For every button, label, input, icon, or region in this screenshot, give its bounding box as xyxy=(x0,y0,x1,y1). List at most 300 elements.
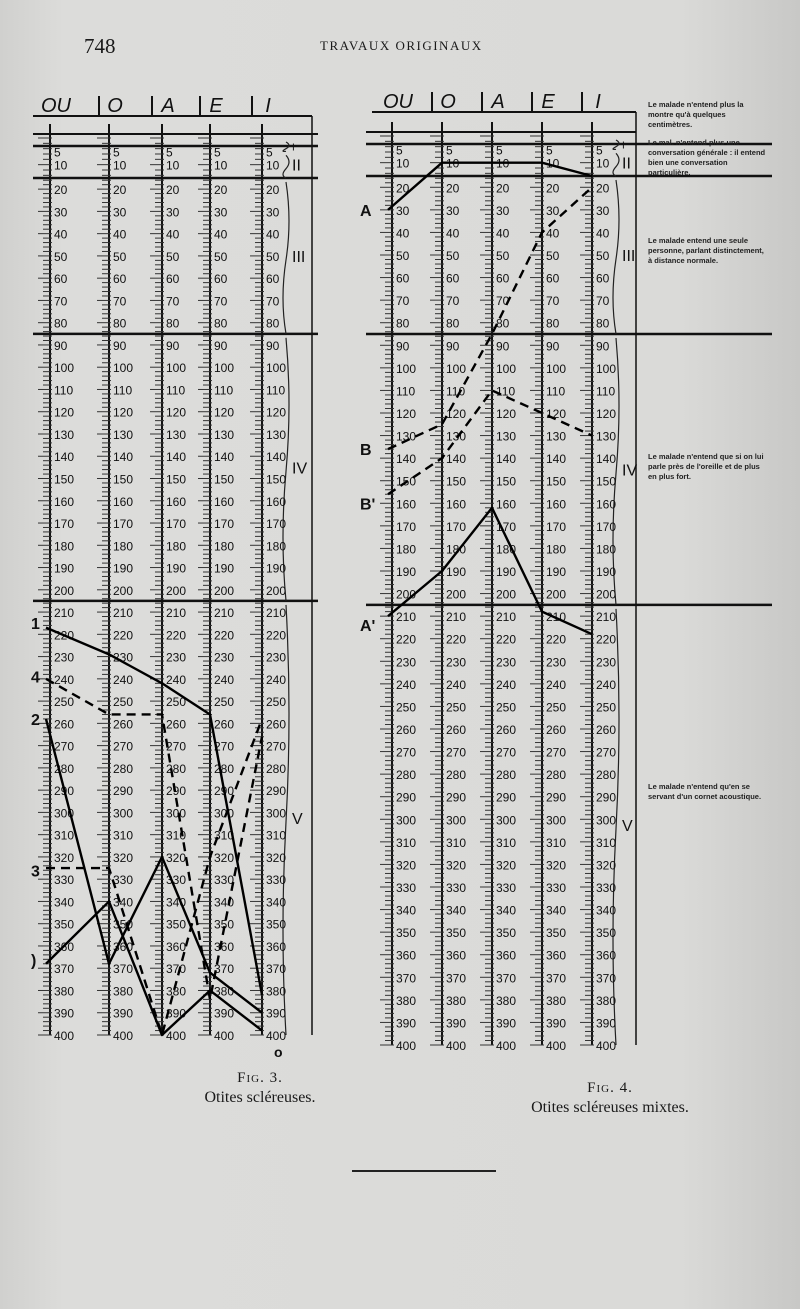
tick-label: 380 xyxy=(546,993,567,1008)
tick-label: 310 xyxy=(214,828,235,843)
tick-label: 200 xyxy=(266,583,287,598)
tick-label: 290 xyxy=(546,790,567,805)
tick-label: 360 xyxy=(54,939,75,954)
tick-label: 40 xyxy=(214,227,228,242)
tick-label: 140 xyxy=(214,450,235,465)
tick-label: 130 xyxy=(166,427,187,442)
tick-label: 360 xyxy=(113,939,134,954)
tick-label: 250 xyxy=(113,695,134,710)
tick-label: 320 xyxy=(446,858,467,873)
tick-label: 110 xyxy=(214,383,234,398)
tick-label: 120 xyxy=(54,405,75,420)
zone-label-ii: II xyxy=(622,155,631,173)
tick-label: 5 xyxy=(166,145,173,160)
tick-label: 40 xyxy=(166,227,180,242)
tick-label: 370 xyxy=(166,962,187,977)
curve-mark: B' xyxy=(360,496,376,514)
tick-label: 70 xyxy=(396,294,410,309)
tick-label: 110 xyxy=(113,383,133,398)
tick-label: 320 xyxy=(214,850,235,865)
closing-rule xyxy=(352,1170,496,1172)
tick-label: 50 xyxy=(546,249,560,263)
tick-label: 60 xyxy=(54,272,68,287)
tick-label: 50 xyxy=(214,249,228,264)
tick-label: 340 xyxy=(166,895,187,910)
tick-label: 350 xyxy=(396,926,417,941)
column-header-o: O xyxy=(440,91,456,113)
tick-label: 130 xyxy=(396,429,417,444)
tick-label: 250 xyxy=(546,700,567,715)
tick-label: 20 xyxy=(446,181,460,196)
tick-label: 190 xyxy=(446,565,467,579)
tick-label: 140 xyxy=(496,452,517,467)
figure-4-subtitle: Otites scléreuses mixtes. xyxy=(531,1099,689,1116)
tick-label: 290 xyxy=(266,784,287,799)
tick-label: 260 xyxy=(214,717,235,732)
tick-label: 220 xyxy=(166,628,187,643)
tick-label: 330 xyxy=(446,881,467,895)
tick-label: 230 xyxy=(446,655,467,670)
tick-label: 220 xyxy=(396,632,417,647)
tick-label: 200 xyxy=(546,587,567,602)
tick-label: 330 xyxy=(113,873,134,888)
tick-label: 270 xyxy=(54,739,75,754)
tick-label: 270 xyxy=(113,739,134,754)
tick-label: 220 xyxy=(446,632,467,647)
tick-label: 60 xyxy=(214,272,228,287)
zone-label-v: V xyxy=(292,810,303,828)
tick-label: 390 xyxy=(54,1006,75,1021)
tick-label: 120 xyxy=(166,405,187,420)
tick-label: 250 xyxy=(214,695,235,710)
tick-label: 30 xyxy=(396,203,410,218)
tick-label: 210 xyxy=(546,610,567,625)
tick-label: 170 xyxy=(54,517,75,532)
tick-label: 210 xyxy=(596,610,617,625)
zone-brace-iii xyxy=(613,180,619,334)
tick-label: 180 xyxy=(396,542,417,557)
curve-mark: 2 xyxy=(31,711,40,729)
tick-label: 260 xyxy=(396,723,417,737)
tick-label: 5 xyxy=(596,143,603,158)
tick-label: 360 xyxy=(396,948,417,963)
tick-label: 310 xyxy=(496,835,517,850)
tick-label: 220 xyxy=(266,628,287,643)
tick-label: 380 xyxy=(166,984,187,999)
tick-label: 340 xyxy=(396,903,417,918)
tick-label: 120 xyxy=(446,407,467,421)
tick-label: 190 xyxy=(496,565,517,579)
tick-label: 50 xyxy=(446,249,460,263)
tick-label: 70 xyxy=(496,294,510,309)
tick-label: 280 xyxy=(266,761,287,776)
tick-label: 260 xyxy=(596,723,617,737)
tick-label: 10 xyxy=(396,156,410,171)
tick-label: 160 xyxy=(54,494,75,509)
tick-label: 160 xyxy=(113,494,134,509)
tick-label: 300 xyxy=(396,813,417,828)
tick-label: 210 xyxy=(214,606,235,621)
tick-label: 400 xyxy=(166,1029,187,1043)
tick-label: 120 xyxy=(496,407,517,421)
tick-label: 330 xyxy=(54,873,75,888)
tick-label: 300 xyxy=(214,806,235,821)
tick-label: 130 xyxy=(446,429,467,444)
tick-label: 130 xyxy=(496,429,517,444)
tick-label: 370 xyxy=(214,962,235,977)
tick-label: 220 xyxy=(596,632,617,647)
tick-label: 240 xyxy=(446,677,467,692)
curve-mark: 3 xyxy=(31,863,40,881)
tick-label: 250 xyxy=(596,700,617,715)
tick-label: 60 xyxy=(446,271,460,286)
curve-mark: A' xyxy=(360,618,376,636)
tick-label: 170 xyxy=(266,517,287,532)
tick-label: 10 xyxy=(54,158,68,173)
tick-label: 200 xyxy=(214,583,235,598)
tick-label: 300 xyxy=(496,813,517,828)
tick-label: 400 xyxy=(54,1029,75,1043)
column-header-e: E xyxy=(209,95,223,117)
tick-label: 200 xyxy=(54,583,75,598)
tick-label: 310 xyxy=(446,835,467,850)
tick-label: 390 xyxy=(596,1016,617,1031)
tick-label: 270 xyxy=(546,745,567,760)
tick-label: 230 xyxy=(54,650,75,665)
tick-label: 200 xyxy=(166,583,187,598)
tick-label: 390 xyxy=(496,1016,517,1031)
tick-label: 90 xyxy=(396,339,410,354)
tick-label: 90 xyxy=(496,339,510,354)
tick-label: 300 xyxy=(596,813,617,828)
zone-brace-ii xyxy=(613,153,619,176)
tick-label: 80 xyxy=(396,316,410,331)
tick-label: 360 xyxy=(214,939,235,954)
tick-label: 230 xyxy=(113,650,134,665)
tick-label: 350 xyxy=(596,926,617,941)
tick-label: 240 xyxy=(596,677,617,692)
tick-label: 260 xyxy=(546,723,567,737)
tick-label: 150 xyxy=(596,474,617,489)
tick-label: 140 xyxy=(113,450,134,465)
tick-label: 240 xyxy=(113,672,134,687)
tick-label: 200 xyxy=(113,583,134,598)
tick-label: 10 xyxy=(446,156,460,171)
zone-note-4: Le malade n'entend que si on lui parle près de l'oreille et de plus en plus fort. xyxy=(648,452,764,481)
tick-label: 110 xyxy=(596,384,616,399)
tick-label: 200 xyxy=(446,587,467,602)
tick-label: 50 xyxy=(496,249,510,263)
tick-label: 370 xyxy=(546,971,567,986)
tick-label: 190 xyxy=(54,561,75,576)
column-header-ou: OU xyxy=(383,91,413,113)
zone-label-ii: II xyxy=(292,157,301,175)
tick-label: 250 xyxy=(446,700,467,715)
zone-label-i: I xyxy=(292,142,295,154)
tick-label: 5 xyxy=(266,145,273,160)
figure-4-caption xyxy=(470,1078,750,1118)
tick-label: 370 xyxy=(266,962,287,977)
tick-label: 340 xyxy=(54,895,75,910)
tick-label: 70 xyxy=(54,294,68,309)
tick-label: 160 xyxy=(446,497,467,512)
figure-3-caption xyxy=(150,1068,370,1108)
tick-label: 270 xyxy=(166,739,187,754)
zone-brace-ii xyxy=(283,155,289,178)
tick-label: 5 xyxy=(214,145,221,160)
tick-label: 60 xyxy=(166,272,180,287)
figure-3-subtitle: Otites scléreuses. xyxy=(204,1089,316,1106)
tick-label: 150 xyxy=(113,472,134,487)
tick-label: 10 xyxy=(266,158,280,173)
tick-label: 170 xyxy=(166,517,187,532)
column-header-i: I xyxy=(595,91,601,113)
tick-label: 240 xyxy=(546,677,567,692)
tick-label: 30 xyxy=(113,205,127,220)
tick-label: 380 xyxy=(596,993,617,1008)
tick-label: 100 xyxy=(266,361,287,376)
tick-label: 160 xyxy=(396,497,417,512)
tick-label: 280 xyxy=(396,768,417,783)
tick-label: 390 xyxy=(113,1006,134,1021)
tick-label: 400 xyxy=(596,1039,617,1053)
tick-label: 10 xyxy=(113,158,127,173)
tick-label: 40 xyxy=(266,227,280,242)
tick-label: 120 xyxy=(596,407,617,421)
tick-label: 140 xyxy=(596,452,617,467)
tick-label: 210 xyxy=(496,610,517,625)
tick-label: 150 xyxy=(546,474,567,489)
tick-label: 230 xyxy=(266,650,287,665)
tick-label: 310 xyxy=(546,835,567,850)
tick-label: 350 xyxy=(496,926,517,941)
tick-label: 340 xyxy=(214,895,235,910)
zone-label-iii: III xyxy=(292,248,306,266)
tick-label: 200 xyxy=(396,587,417,602)
tick-label: 10 xyxy=(496,156,510,171)
tick-label: 350 xyxy=(113,917,134,932)
tick-label: 150 xyxy=(166,472,187,487)
tick-label: 390 xyxy=(266,1006,287,1021)
tick-label: 160 xyxy=(546,497,567,512)
tick-label: 350 xyxy=(446,926,467,941)
curve-mark: B xyxy=(360,442,372,460)
tick-label: 320 xyxy=(496,858,517,873)
tick-label: 210 xyxy=(446,610,467,625)
tick-label: 80 xyxy=(166,316,180,331)
tick-label: 190 xyxy=(166,561,187,576)
tick-label: 220 xyxy=(214,628,235,643)
tick-label: 340 xyxy=(266,895,287,910)
tick-label: 300 xyxy=(446,813,467,828)
tick-label: 30 xyxy=(596,203,610,218)
tick-label: 360 xyxy=(166,939,187,954)
tick-label: 270 xyxy=(446,745,467,760)
tick-label: 90 xyxy=(266,338,280,353)
tick-label: 200 xyxy=(596,587,617,602)
tick-label: 40 xyxy=(446,226,460,241)
tick-label: 290 xyxy=(446,790,467,805)
tick-label: 30 xyxy=(166,205,180,220)
tick-label: 100 xyxy=(596,361,617,376)
tick-label: 50 xyxy=(54,249,68,264)
tick-label: 300 xyxy=(266,806,287,821)
tick-label: 70 xyxy=(166,294,180,309)
tick-label: 330 xyxy=(546,881,567,895)
tick-label: 100 xyxy=(546,361,567,376)
tick-label: 70 xyxy=(596,294,610,309)
tick-label: 180 xyxy=(54,539,75,554)
zone-note-2: Le mal. n'entend plus une conversation générale : il entend bien une conversation particulière. xyxy=(648,138,766,177)
tick-label: 400 xyxy=(496,1039,517,1053)
tick-label: 10 xyxy=(214,158,228,173)
tick-label: 50 xyxy=(266,249,280,264)
tick-label: 120 xyxy=(214,405,235,420)
tick-label: 20 xyxy=(214,183,228,198)
tick-label: 270 xyxy=(266,739,287,754)
tick-label: 230 xyxy=(546,655,567,670)
tick-label: 80 xyxy=(214,316,228,331)
tick-label: 180 xyxy=(266,539,287,554)
tick-label: 150 xyxy=(496,474,517,489)
tick-label: 20 xyxy=(54,183,68,198)
tick-label: 220 xyxy=(546,632,567,647)
tick-label: 370 xyxy=(496,971,517,986)
tick-label: 190 xyxy=(214,561,235,576)
tick-label: 400 xyxy=(446,1039,467,1053)
tick-label: 80 xyxy=(54,316,68,331)
tick-label: 140 xyxy=(546,452,567,467)
tick-label: 360 xyxy=(446,948,467,963)
tick-label: 310 xyxy=(166,828,187,843)
tick-label: 240 xyxy=(396,677,417,692)
tick-label: 110 xyxy=(266,383,286,398)
tick-label: 380 xyxy=(113,984,134,999)
tick-label: 110 xyxy=(446,384,466,399)
tick-label: 120 xyxy=(546,407,567,421)
figure-3-number: Fig. 3. xyxy=(237,1070,283,1086)
tick-label: 170 xyxy=(546,519,567,534)
tick-label: 70 xyxy=(546,294,560,309)
running-head: TRAVAUX ORIGINAUX xyxy=(320,38,483,53)
tick-label: 380 xyxy=(54,984,75,999)
tick-label: 400 xyxy=(546,1039,567,1053)
tick-label: 370 xyxy=(113,962,134,977)
tick-label: 80 xyxy=(546,316,560,331)
tick-label: 320 xyxy=(54,850,75,865)
tick-label: 210 xyxy=(113,606,134,621)
tick-label: 210 xyxy=(166,606,187,621)
tick-label: 30 xyxy=(214,205,228,220)
tick-label: 30 xyxy=(496,203,510,218)
tick-label: 260 xyxy=(266,717,287,732)
zone-label-i: I xyxy=(622,140,625,152)
tick-label: 90 xyxy=(546,339,560,354)
tick-label: 340 xyxy=(446,903,467,918)
tick-label: 240 xyxy=(496,677,517,692)
zone-label-iii: III xyxy=(622,248,636,265)
tick-label: 60 xyxy=(496,271,510,286)
tick-label: 320 xyxy=(113,850,134,865)
tick-label: 360 xyxy=(596,948,617,963)
tick-label: 250 xyxy=(54,695,75,710)
tick-label: 100 xyxy=(496,361,517,376)
tick-label: 30 xyxy=(266,205,280,220)
tick-label: 80 xyxy=(496,316,510,331)
tick-label: 310 xyxy=(396,835,417,850)
tick-label: 240 xyxy=(214,672,235,687)
tick-label: 10 xyxy=(596,156,610,171)
tick-label: 340 xyxy=(113,895,134,910)
tick-label: 5 xyxy=(113,145,120,160)
tick-label: 60 xyxy=(113,272,127,287)
tick-label: 20 xyxy=(546,181,560,196)
tick-label: 5 xyxy=(496,143,503,158)
tick-label: 150 xyxy=(266,472,287,487)
tick-label: 190 xyxy=(266,561,287,576)
tick-label: 380 xyxy=(266,984,287,999)
tick-label: 180 xyxy=(446,542,467,557)
tick-label: 230 xyxy=(214,650,235,665)
tick-label: 50 xyxy=(396,249,410,263)
tick-label: 60 xyxy=(396,271,410,286)
tick-label: 50 xyxy=(596,249,610,263)
tick-label: 160 xyxy=(496,497,517,512)
tick-label: 100 xyxy=(166,361,187,376)
tick-label: 330 xyxy=(214,873,235,888)
tick-label: 40 xyxy=(54,227,68,242)
column-header-a: A xyxy=(491,91,505,113)
tick-label: 310 xyxy=(266,828,287,843)
tick-label: 240 xyxy=(54,672,75,687)
tick-label: 270 xyxy=(496,745,517,760)
tick-label: 350 xyxy=(54,917,75,932)
tick-label: 150 xyxy=(396,474,417,489)
tick-label: 280 xyxy=(214,761,235,776)
tick-label: 350 xyxy=(266,917,287,932)
tick-label: 30 xyxy=(546,203,560,218)
tick-label: 200 xyxy=(496,587,517,602)
tick-label: 250 xyxy=(396,700,417,715)
tick-label: 290 xyxy=(166,784,187,799)
tick-label: 180 xyxy=(546,542,567,557)
tick-label: 230 xyxy=(596,655,617,670)
tick-label: 90 xyxy=(596,339,610,354)
tick-label: 180 xyxy=(596,542,617,557)
zone-label-v: V xyxy=(622,817,633,835)
tick-label: 230 xyxy=(166,650,187,665)
tick-label: 60 xyxy=(546,271,560,286)
tick-label: 30 xyxy=(446,203,460,218)
tick-label: 380 xyxy=(214,984,235,999)
tick-label: 400 xyxy=(396,1039,417,1053)
figure-4-number: Fig. 4. xyxy=(587,1080,633,1096)
tick-label: 170 xyxy=(396,519,417,534)
tick-label: 290 xyxy=(54,784,75,799)
tick-label: 320 xyxy=(596,858,617,873)
tick-label: 360 xyxy=(546,948,567,963)
tick-label: 160 xyxy=(266,494,287,509)
tick-label: 350 xyxy=(546,926,567,941)
tick-label: 330 xyxy=(496,881,517,895)
tick-label: 100 xyxy=(446,361,467,376)
curve-A xyxy=(388,163,592,210)
tick-label: 190 xyxy=(396,565,417,579)
curve-mark: A xyxy=(360,202,372,220)
tick-label: 300 xyxy=(113,806,134,821)
tick-label: 390 xyxy=(214,1006,235,1021)
tick-label: 160 xyxy=(214,494,235,509)
